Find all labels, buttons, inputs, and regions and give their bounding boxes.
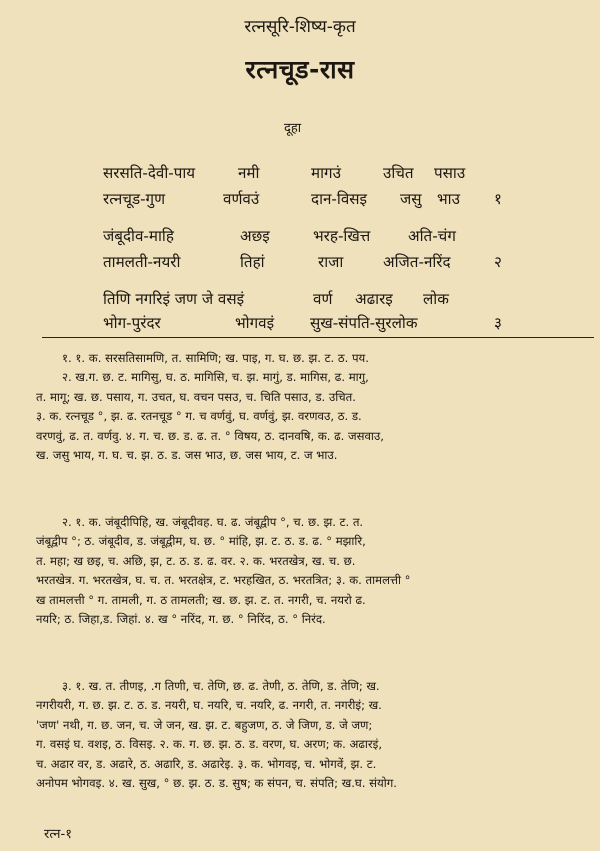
verse-word: उचित [383,164,414,182]
note-line: १. १. क. सरसतिसामणि, त. सामिणि; ख. पाइ, ग. घ. छ. झ. ट. ठ. पय. [62,351,369,365]
note-line: ग. वसइं घ. वशइ, ठ. विसइ. २. क. ग. छ. झ. ठ. ड. वरण, घ. अरण; क. अढारइं, [36,737,383,752]
verse-word: पसाउ [434,164,466,182]
verse-number: ३ [494,314,502,332]
verse-word: राजा [318,253,344,271]
note-line: भरतखेत्र. ग. भरतखेत्र, घ. च. त. भरतक्षेत्र, ट. भरहखित, ठ. भरतत्रित; ३. क. तामलत्ती ° [36,573,411,588]
note-line: त. मागू; ख. छ. पसाय, ग. उचत, घ. वचन पसउ, च. चिति पसाउ, ड. उचित. [36,389,356,404]
note-line: नयरि; ठ. जिहा,ड. जिहां. ४. ख ° नरिंद, ग. छ. ° निरिंद, ठ. ° निरंद. [36,612,326,627]
verse-word: रत्नचूड-गुण [103,190,166,208]
verse-word: अजित-नरिंद [383,253,451,271]
note-line: ३. क. रत्नचूड °, झ. ढ. रतनचूड ° ग. च वर्णवुं, घ. वर्णवुं, झ. वरणवउ, ठ. ड. [36,409,362,424]
verse-word: अति-चंग [408,227,456,245]
note-line: नगरीयरी, ग. छ. झ. ट. ठ. ड. नयरी, घ. नयरि, च. नयरि, ढ. नगरी, त. नगरीइं; ख. [36,698,382,713]
verse-word: सुख-संपति-सुरलोक [310,314,418,332]
verse-word: अछइ [240,227,270,245]
note-line: च. अढार वर, ड. अढारे, ठ. अढारि, ड. अढारेइ. ३. क. भोगवइ, च. भोगवें, झ. ट. [36,756,377,771]
meter-heading: दूहा [284,121,302,136]
note-line: २. ख.ग. छ. ट. मागिसु, घ. ठ. मागिसि, च. झ. मागुं, ड. मागिस, ढ. मागु, [62,370,369,385]
verse-word: वर्णवउं [223,190,260,208]
verse-word: भरह-खित्त [313,227,371,245]
verse-word: भोग-पुरंदर [103,314,161,332]
verse-number: २ [494,253,502,271]
verse-word: नमी [238,164,260,182]
verse-word: भाउ [437,190,460,208]
variant-notes-3 [36,677,596,793]
verse-word: सरसति-देवी-पाय [103,164,196,182]
verse-word: तामलती-नयरी [103,253,181,271]
note-line: 'जण' नथी, ग. छ. जन, च. जे जन, ख. झ. ट. बहुजण, ठ. जे जिण, ड. जे जण; [36,717,373,732]
verse-number: १ [494,190,502,208]
verse-word: लोक [423,290,449,308]
page-folio: रत्न-१ [44,827,72,842]
note-line: जंबूद्वीप °; ठ. जंबूदीव, ड. जंबूद्वीम, घ. छ. ° मांहि, झ. ट. ठ. ड. ढ. ° मझारि, [36,534,366,549]
note-line: त. महा; ख छइ, च. अछि, झ, ट. ठ. ड. ढ. वर. २. क. भरतखेत्र, ख. च. छ. [36,553,356,568]
verse-word: तिहां [240,253,265,271]
note-line: ख. जसु भाय, ग. घ. च. झ. ठ. ड. जस भाउ, छ. जस भाय, ट. ज भाउ. [36,448,338,463]
variant-notes-1 [36,349,596,465]
verse-word: वर्ण [313,290,333,308]
verse-word: मागउं [311,164,341,182]
verse-word: दान-विसइ [311,190,368,208]
page-title: रत्नचूड-रास [245,55,355,84]
variant-notes-2 [36,513,596,629]
author-attribution: रत्नसूरि-शिष्य-कृत [244,17,356,37]
verse-word: भोगवइं [235,314,275,332]
verse-word: तिणि नगरिइं जण जे वसइं [103,290,245,308]
note-line: २. १. क. जंबूदीपिहि, ख. जंबूदीवह. घ. ढ. जंबूद्वीप °, च. छ. झ. ट. त. [62,515,364,529]
note-line: ३. १. ख. त. तीणइ, .ग तिणी, च. तेणि, छ. ढ. तेणी, ठ. तेणि, ड. तेणि; ख. [62,679,380,693]
note-line: ख तामलत्ती ° ग. तामली, ग. ठ तामलती; ख. छ. झ. ट. त. नगरी, च. नयरो ढ. [36,592,366,607]
verse-word: अढारइ [355,290,393,308]
note-line: वरणवुं, ढ. त. वर्णवु. ४. ग. च. छ. ड. ढ. त. ° विषय, ठ. दानवषि, क. ढ. जसवाउ, [36,428,384,443]
verse-word: जंबूदीव-माहि [103,227,174,245]
verse-word: जसु [400,190,422,208]
section-divider [42,337,594,338]
note-line: अनोपम भोगवइ. ४. ख. सुख, ° छ. झ. ठ. ड. सुष; क संपन, च. संपति; ख.घ. संयोग. [36,776,397,791]
